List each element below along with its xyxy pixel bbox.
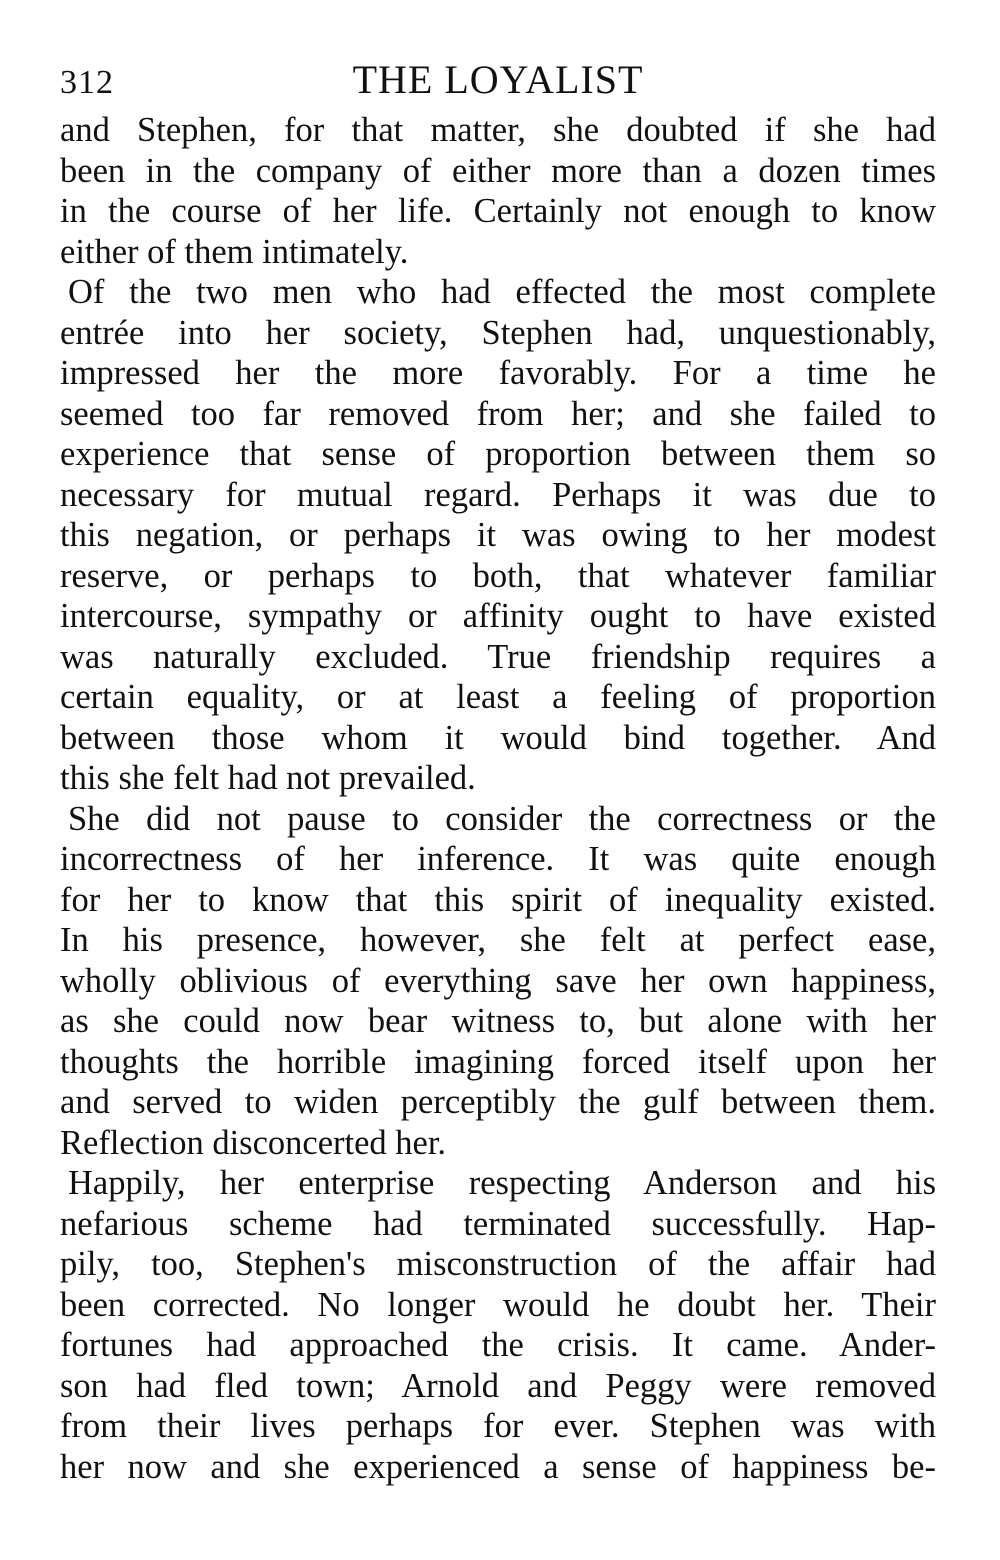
text-line: impressed her the more favorably. For a time he xyxy=(60,354,936,392)
text-line: reserve, or perhaps to both, that whatever familiar xyxy=(60,556,936,595)
page-header xyxy=(60,56,936,106)
text-line: for her to know that this spirit of inequality existed. xyxy=(60,880,936,919)
text-line: seemed too far removed from her; and she failed to xyxy=(60,394,936,433)
text-line: as she could now bear witness to, but alone with her xyxy=(60,1002,936,1040)
text-line: pily, too, Stephen's misconstruction of the affair had xyxy=(60,1245,936,1283)
text-line: either of them intimately. xyxy=(60,232,409,271)
text-line: her now and she experienced a sense of happiness be- xyxy=(60,1447,936,1486)
text-line: son had fled town; Arnold and Peggy were removed xyxy=(60,1366,936,1405)
paragraph xyxy=(60,272,936,799)
text-line: fortunes had approached the crisis. It came. Ander- xyxy=(60,1326,936,1364)
text-line: been in the company of either more than a dozen times xyxy=(60,151,936,190)
paragraph xyxy=(60,110,936,272)
text-line: In his presence, however, she felt at perfect ease, xyxy=(60,921,936,959)
text-line: this she felt had not prevailed. xyxy=(60,759,476,797)
text-line: from their lives perhaps for ever. Stephen was with xyxy=(60,1407,936,1445)
text-line: and Stephen, for that matter, she doubted if she had xyxy=(60,111,936,149)
book-page xyxy=(60,56,936,1487)
text-line: in the course of her life. Certainly not enough to know xyxy=(60,192,936,230)
body-text xyxy=(60,110,936,1487)
text-line: Of the two men who had effected the most complete xyxy=(68,273,936,311)
page-number: 312 xyxy=(60,64,114,101)
text-line: between those whom it would bind together. And xyxy=(60,718,936,757)
text-line: thoughts the horrible imagining forced itself upon her xyxy=(60,1042,936,1081)
text-line: nefarious scheme had terminated successfully. Hap- xyxy=(60,1204,936,1243)
paragraph xyxy=(60,1163,936,1487)
text-line: experience that sense of proportion between them so xyxy=(60,435,936,473)
text-line: Happily, her enterprise respecting Anderson and his xyxy=(68,1164,936,1202)
text-line: She did not pause to consider the correctness or the xyxy=(68,799,936,838)
text-line: intercourse, sympathy or affinity ought to have existed xyxy=(60,597,936,635)
paragraph xyxy=(60,799,936,1164)
text-line: this negation, or perhaps it was owing to her modest xyxy=(60,516,936,554)
text-line: been corrected. No longer would he doubt her. Their xyxy=(60,1285,936,1324)
text-line: incorrectness of her inference. It was quite enough xyxy=(60,840,936,878)
text-line: and served to widen perceptibly the gulf between them. xyxy=(60,1083,936,1121)
text-line: entrée into her society, Stephen had, unquestionably, xyxy=(60,313,936,352)
text-line: wholly oblivious of everything save her own happiness, xyxy=(60,961,936,1000)
running-head: THE LOYALIST xyxy=(352,57,644,102)
text-line: necessary for mutual regard. Perhaps it was due to xyxy=(60,475,936,514)
text-line: was naturally excluded. True friendship requires a xyxy=(60,637,936,676)
text-line: Reflection disconcerted her. xyxy=(60,1123,447,1162)
text-line: certain equality, or at least a feeling of proportion xyxy=(60,678,936,716)
